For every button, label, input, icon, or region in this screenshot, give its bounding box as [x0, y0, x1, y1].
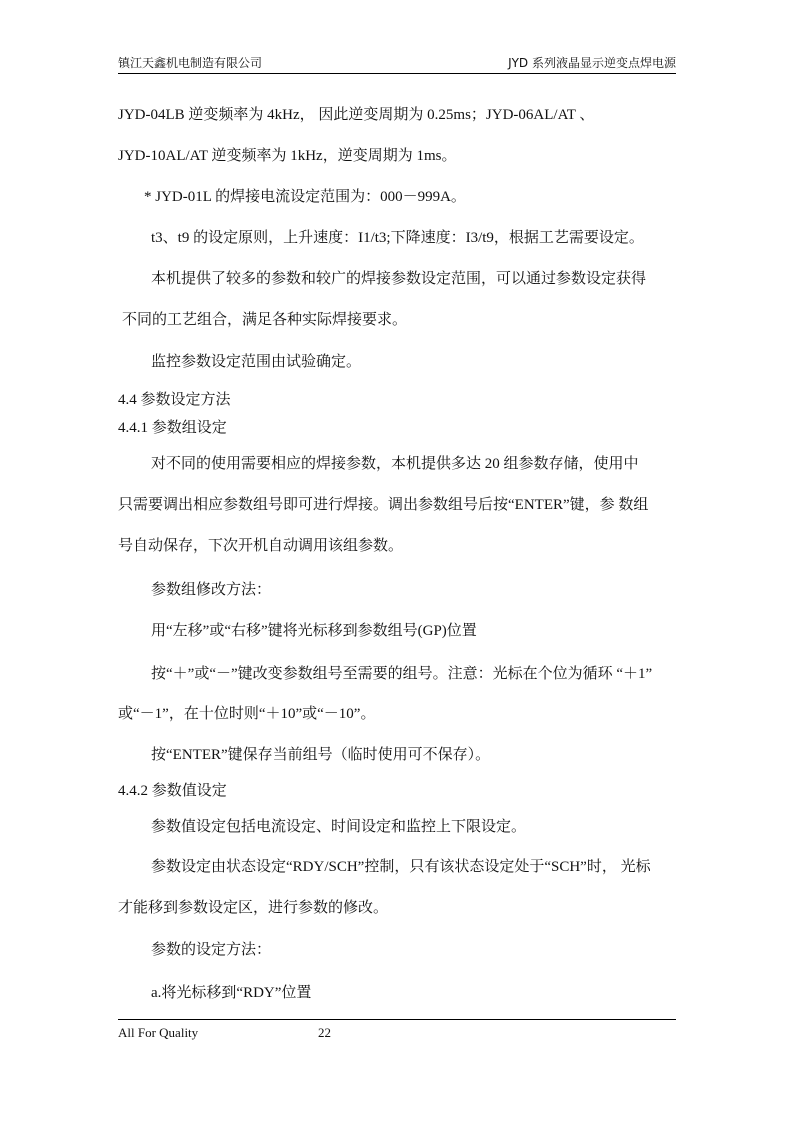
body-line-value-1: 参数值设定包括电流设定、时间设定和监控上下限设定。	[151, 819, 527, 835]
body-line-group-modify-step-2: 按“＋”或“－”键改变参数组号至需要的组号。注意：光标在个位为循环 “＋1”	[151, 666, 653, 682]
footer-divider	[118, 1019, 676, 1020]
header-divider	[118, 73, 676, 74]
body-line-group-modify-step-2-cont: 或“－1”，在十位时则“＋10”或“－10”。	[118, 706, 376, 722]
body-line-group-modify-title: 参数组修改方法：	[151, 582, 272, 598]
body-line-monitor-range: 监控参数设定范围由试验确定。	[151, 354, 362, 370]
header-company-name: 镇江天鑫机电制造有限公司	[118, 56, 263, 70]
body-line-group-modify-step-1: 用“左移”或“右移”键将光标移到参数组号(GP)位置	[151, 623, 477, 639]
body-line-value-method-title: 参数的设定方法：	[151, 942, 272, 958]
body-line-value-3: 才能移到参数设定区，进行参数的修改。	[118, 900, 389, 916]
body-line-inverter-freq-1: JYD-04LB 逆变频率为 4kHz， 因此逆变周期为 0.25ms；JYD-06AL/AT 、	[118, 107, 595, 123]
body-line-inverter-freq-2: JYD-10AL/AT 逆变频率为 1kHz，逆变周期为 1ms。	[118, 148, 457, 164]
page-header	[118, 54, 676, 72]
section-heading-4-4: 4.4 参数设定方法	[118, 392, 231, 408]
body-line-value-method-step-a: a.将光标移到“RDY”位置	[151, 985, 312, 1001]
body-line-group-3: 号自动保存，下次开机自动调用该组参数。	[118, 538, 404, 554]
body-line-value-2: 参数设定由状态设定“RDY/SCH”控制，只有该状态设定处于“SCH”时， 光标	[151, 859, 651, 875]
section-heading-4-4-1: 4.4.1 参数组设定	[118, 420, 227, 436]
footer-page-number: 22	[318, 1025, 331, 1040]
body-line-group-1: 对不同的使用需要相应的焊接参数，本机提供多达 20 组参数存储，使用中	[151, 456, 639, 472]
body-line-params-intro-1: 本机提供了较多的参数和较广的焊接参数设定范围，可以通过参数设定获得	[151, 271, 647, 287]
body-line-params-intro-2: 不同的工艺组合，满足各种实际焊接要求。	[122, 312, 408, 328]
body-line-group-modify-step-3: 按“ENTER”键保存当前组号（临时使用可不保存）。	[151, 747, 491, 763]
footer-slogan: All For Quality	[118, 1025, 199, 1040]
section-heading-4-4-2: 4.4.2 参数值设定	[118, 783, 227, 799]
body-line-group-2: 只需要调出相应参数组号即可进行焊接。调出参数组号后按“ENTER”键，参 数组	[118, 497, 649, 513]
body-line-current-range: * JYD-01L 的焊接电流设定范围为：000－999A。	[144, 189, 466, 205]
body-line-t3-t9: t3、t9 的设定原则，上升速度：I1/t3;下降速度：I3/t9，根据工艺需要设定。	[151, 230, 644, 246]
header-product-title: JYD 系列液晶显示逆变点焊电源	[508, 56, 676, 70]
